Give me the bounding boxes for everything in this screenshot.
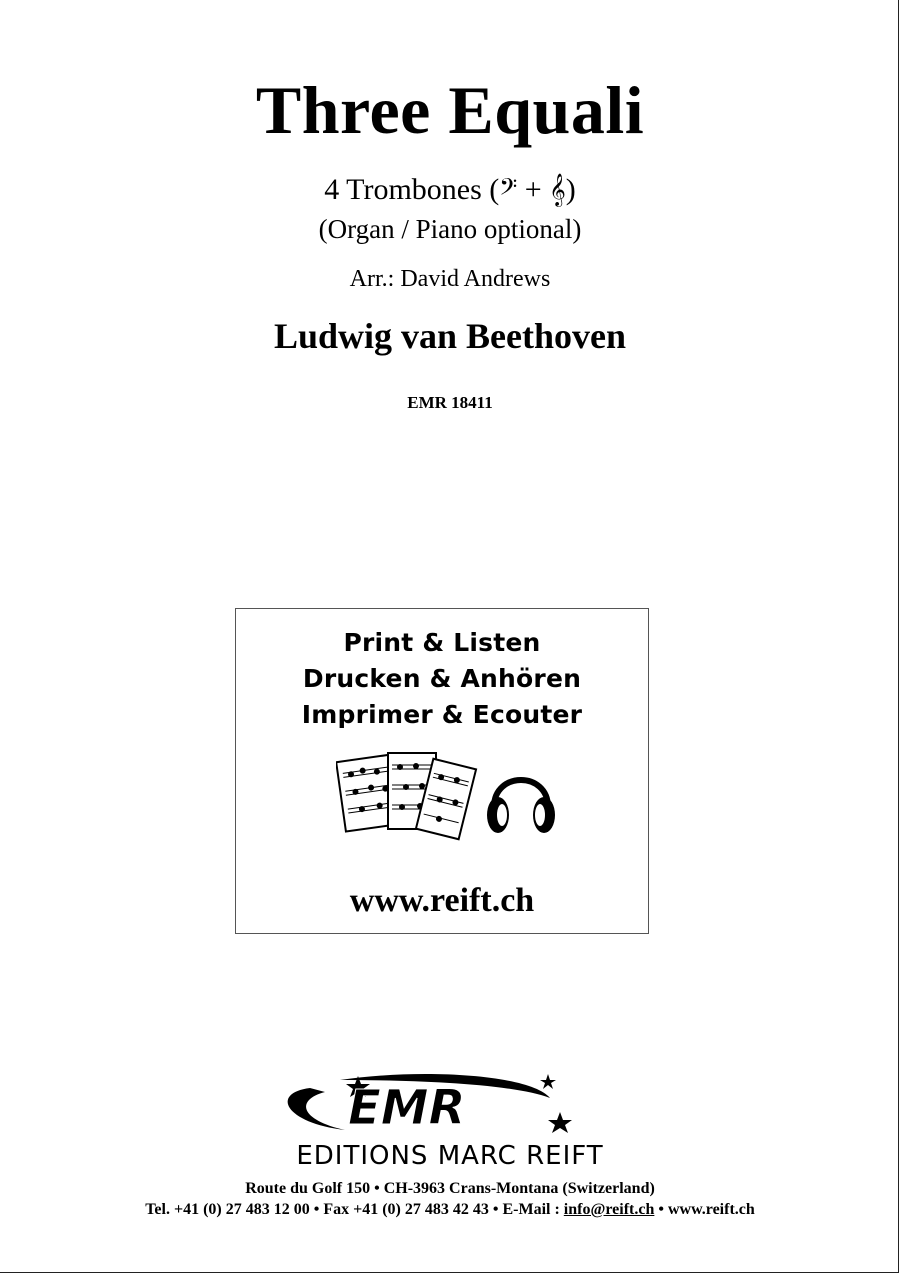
headphones-icon: [487, 780, 555, 833]
composer: Ludwig van Beethoven: [273, 316, 627, 356]
contact-phone-fax: Tel. +41 (0) 27 483 12 00 • Fax +41 (0) 27 483 42 43 • E-Mail :: [145, 1201, 564, 1218]
promo-url-link[interactable]: www.reift.ch: [349, 882, 535, 919]
publisher-address: Route du Golf 150 • CH-3963 Crans-Montana (Switzerland): [245, 1180, 655, 1197]
catalog-number: EMR 18411: [407, 393, 493, 412]
instrumentation-plus: +: [517, 173, 550, 206]
bass-clef-icon: 𝄢: [499, 173, 518, 206]
promo-line-german: Drucken & Anhören: [302, 664, 582, 693]
contact-website[interactable]: • www.reift.ch: [654, 1201, 755, 1218]
instrumentation-prefix: 4 Trombones (: [324, 173, 500, 206]
emr-logo: [230, 1068, 670, 1168]
instrumentation: [0, 172, 900, 208]
instrumentation-suffix: ): [565, 173, 576, 206]
promo-icons: [336, 749, 566, 844]
page-title: Three Equali: [255, 72, 645, 148]
publisher-name: EDITIONS MARC REIFT: [296, 1141, 604, 1168]
arranger: Arr.: David Andrews: [349, 266, 551, 292]
email-link[interactable]: info@reift.ch: [563, 1201, 655, 1218]
emr-logo-text: EMR: [348, 1080, 466, 1136]
sheet-music-icon: [336, 753, 476, 839]
promo-lines: [236, 625, 648, 733]
print-listen-box[interactable]: [235, 608, 649, 934]
promo-line-english: Print & Listen: [343, 628, 541, 657]
publisher-contact: [0, 1199, 900, 1221]
promo-line-french: Imprimer & Ecouter: [301, 700, 583, 729]
treble-clef-icon: 𝄞: [549, 173, 566, 206]
optional-accompaniment: (Organ / Piano optional): [318, 214, 582, 244]
